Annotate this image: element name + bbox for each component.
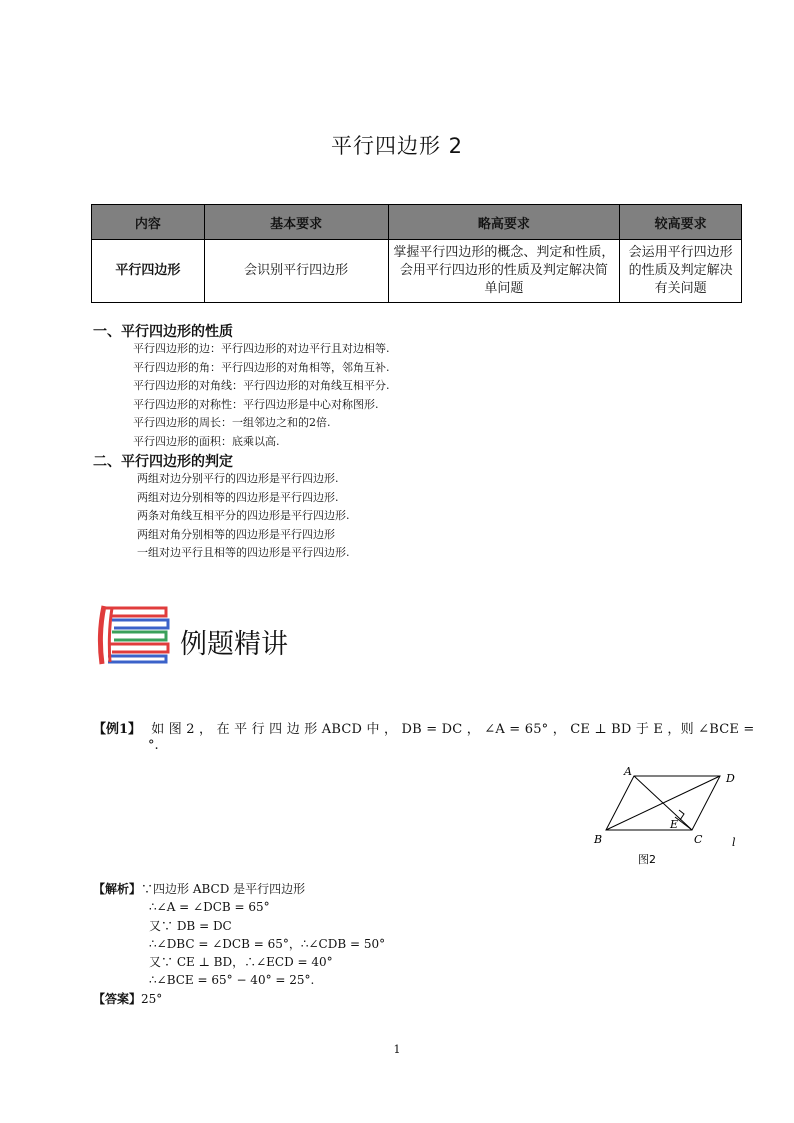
list-item: 平行四边形的周长：一组邻边之和的2倍. bbox=[133, 416, 331, 430]
cell-line: 掌握平行四边形的概念、判定和性质， bbox=[393, 245, 615, 260]
section-heading: 一、平行四边形的性质 bbox=[93, 324, 233, 340]
table-header: 较高要求 bbox=[620, 205, 742, 240]
solution-line: ∵四边形 ABCD 是平行四边形 bbox=[141, 882, 306, 896]
point-label-e: E bbox=[670, 818, 679, 831]
question-continuation: °. bbox=[148, 738, 159, 753]
solution-line: 又∵ CE ⊥ BD，∴∠ECD = 40° bbox=[149, 955, 333, 970]
answer-tag: 【答案】 bbox=[93, 991, 142, 1006]
solution-line: 又∵ DB = DC bbox=[149, 918, 232, 933]
solution-line: ∴∠BCE = 65° − 40° = 25°. bbox=[149, 973, 315, 988]
solution-row bbox=[93, 880, 385, 898]
table-header: 基本要求 bbox=[204, 205, 388, 240]
diagonal-bd bbox=[606, 776, 720, 830]
parallelogram-figure bbox=[586, 762, 742, 870]
table-cell-basic: 会识别平行四边形 bbox=[204, 240, 388, 303]
table-header: 内容 bbox=[92, 205, 205, 240]
page-number: 1 bbox=[393, 1043, 401, 1056]
list-item: 平行四边形的对称性：平行四边形是中心对称图形. bbox=[133, 397, 379, 411]
solution-line: ∴∠A = ∠DCB = 65° bbox=[149, 900, 270, 915]
table-cell-medium bbox=[388, 240, 620, 303]
solution-line: ∴∠DBC = ∠DCB = 65°，∴∠CDB = 50° bbox=[149, 936, 386, 951]
section-heading: 二、平行四边形的判定 bbox=[93, 454, 233, 470]
list-item: 两组对边分别平行的四边形是平行四边形. bbox=[137, 472, 339, 485]
table-cell-topic: 平行四边形 bbox=[92, 240, 205, 303]
figure-label-l: l bbox=[732, 836, 736, 849]
cell-line: 有关问题 bbox=[654, 281, 707, 296]
section-banner-title: 例题精讲 bbox=[180, 629, 288, 660]
requirements-table bbox=[91, 204, 742, 303]
list-item: 两组对角分别相等的四边形是平行四边形 bbox=[137, 527, 335, 541]
list-item: 两组对边分别相等的四边形是平行四边形. bbox=[137, 490, 339, 504]
list-item: 平行四边形的边：平行四边形的对边平行且对边相等. bbox=[133, 342, 390, 355]
solution-block bbox=[93, 880, 385, 1008]
table-cell-high bbox=[620, 240, 742, 303]
list-item: 平行四边形的面积：底乘以高. bbox=[133, 434, 280, 448]
table-header-row bbox=[92, 205, 742, 240]
cell-line: 单问题 bbox=[484, 281, 524, 296]
answer-value: 25° bbox=[141, 991, 163, 1006]
point-label-b: B bbox=[594, 833, 603, 846]
page-title: 平行四边形 2 bbox=[330, 134, 464, 158]
table-row bbox=[92, 240, 742, 303]
section-list bbox=[137, 470, 350, 563]
list-item: 一组对边平行且相等的四边形是平行四边形. bbox=[137, 546, 350, 560]
cell-line: 会运用平行四边形 bbox=[628, 245, 733, 260]
section-list bbox=[133, 340, 390, 452]
answer-row bbox=[93, 990, 385, 1008]
point-label-c: C bbox=[694, 833, 703, 846]
table-header: 略高要求 bbox=[388, 205, 620, 240]
example-question bbox=[93, 718, 755, 737]
example-tag: 【例1】 bbox=[93, 722, 142, 737]
cell-line: 的性质及判定解决 bbox=[628, 263, 733, 278]
list-item: 平行四边形的角：平行四边形的对角相等，邻角互补. bbox=[133, 360, 390, 374]
cell-line: 会用平行四边形的性质及判定解决简 bbox=[399, 263, 608, 278]
point-label-d: D bbox=[726, 772, 735, 785]
list-item: 平行四边形的对角线：平行四边形的对角线互相平分. bbox=[133, 379, 390, 393]
solution-tag: 【解析】 bbox=[93, 882, 142, 896]
question-text: 如 图 2 ， 在 平 行 四 边 形 ABCD 中 ， DB = DC ， ∠A = 65° ， CE ⊥ BD 于 E ，则 ∠BCE = bbox=[151, 722, 755, 737]
list-item: 两条对角线互相平分的四边形是平行四边形. bbox=[137, 509, 350, 523]
point-label-a: A bbox=[624, 765, 632, 778]
books-icon bbox=[96, 604, 176, 666]
figure-caption: 图2 bbox=[638, 853, 656, 866]
